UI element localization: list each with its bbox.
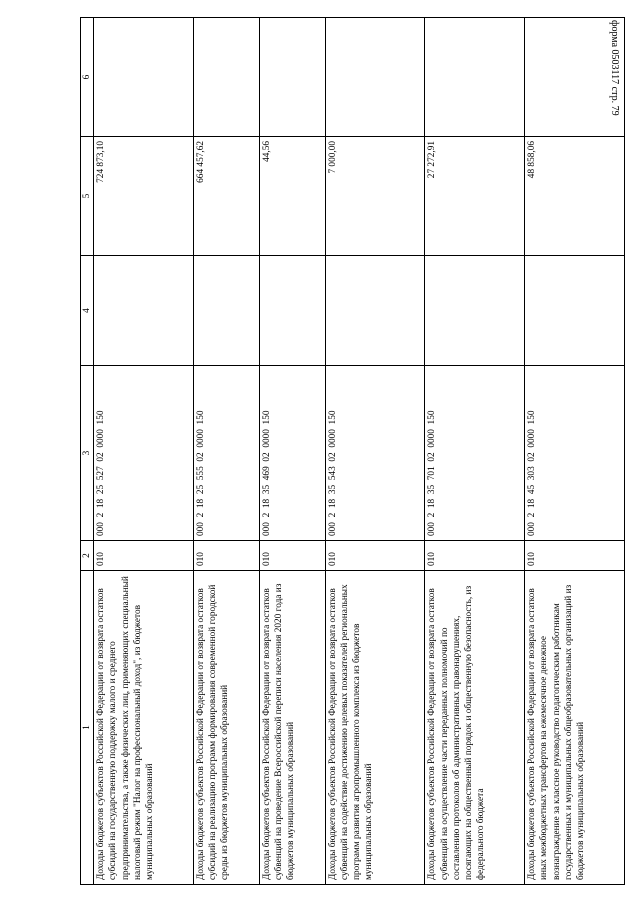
- approved-cell: [194, 256, 260, 366]
- remaining-cell: [259, 18, 325, 137]
- line-code-cell: 010: [94, 541, 194, 571]
- remaining-cell: [525, 18, 625, 137]
- table-row: [259, 18, 325, 885]
- budget-code-cell: 000 2 18 35 543 02 0000 150: [325, 366, 425, 541]
- approved-cell: [94, 256, 194, 366]
- table-row: [425, 18, 525, 885]
- revenue-name-cell: Доходы бюджетов субъектов Российской Федерации от возврата остатков субвенций на осуществление части переданных полномочий по составлению протоколов об административных правонарушениях, посягающих на общественный порядок и общественную безопасность, из федерального бюджета: [425, 571, 525, 885]
- column-number-row: [81, 18, 94, 885]
- table-row: [325, 18, 425, 885]
- approved-cell: [425, 256, 525, 366]
- approved-cell: [525, 256, 625, 366]
- remaining-cell: [94, 18, 194, 137]
- budget-code-cell: 000 2 18 35 469 02 0000 150: [259, 366, 325, 541]
- remaining-cell: [425, 18, 525, 137]
- executed-cell: 724 873,10: [94, 137, 194, 256]
- executed-cell: 44,56: [259, 137, 325, 256]
- executed-cell: 48 858,06: [525, 137, 625, 256]
- table-row: [525, 18, 625, 885]
- approved-cell: [259, 256, 325, 366]
- column-number: 2: [81, 541, 94, 571]
- line-code-cell: 010: [525, 541, 625, 571]
- rotated-page: [80, 18, 625, 885]
- table-row: [194, 18, 260, 885]
- revenue-name-cell: Доходы бюджетов субъектов Российской Федерации от возврата остатков субсидий на реализацию программ формирования современной городской среды из бюджетов муниципальных образований: [194, 571, 260, 885]
- column-number: 1: [81, 571, 94, 885]
- table-row: [94, 18, 194, 885]
- column-number: 6: [81, 18, 94, 137]
- executed-cell: 664 457,62: [194, 137, 260, 256]
- budget-code-cell: 000 2 18 45 303 02 0000 150: [525, 366, 625, 541]
- executed-cell: 7 000,00: [325, 137, 425, 256]
- line-code-cell: 010: [325, 541, 425, 571]
- revenue-table: [80, 17, 625, 885]
- remaining-cell: [194, 18, 260, 137]
- column-number: 3: [81, 366, 94, 541]
- executed-cell: 27 272,91: [425, 137, 525, 256]
- line-code-cell: 010: [259, 541, 325, 571]
- remaining-cell: [325, 18, 425, 137]
- revenue-name-cell: Доходы бюджетов субъектов Российской Федерации от возврата остатков иных межбюджетных трансфертов на ежемесячное денежное вознаграждение за классное руководство педагогическим работникам государственных и муниципальных общеобразовательных организаций из бюджетов муниципальных образований: [525, 571, 625, 885]
- column-number: 5: [81, 137, 94, 256]
- form-label: форма 0503117 стр. 79: [609, 20, 620, 116]
- budget-code-cell: 000 2 18 25 527 02 0000 150: [94, 366, 194, 541]
- line-code-cell: 010: [425, 541, 525, 571]
- revenue-name-cell: Доходы бюджетов субъектов Российской Федерации от возврата остатков субвенций на содействие достижению целевых показателей региональных программ развития агропромышленного комплекса из бюджетов муниципальных образований: [325, 571, 425, 885]
- revenue-name-cell: Доходы бюджетов субъектов Российской Федерации от возврата остатков субсидий на государственную поддержку малого и среднего предпринимательства, а также физических лиц, применяющих специальный налоговый режим "Налог на профессиональный доход", из бюджетов муниципальных образований: [94, 571, 194, 885]
- column-number: 4: [81, 256, 94, 366]
- line-code-cell: 010: [194, 541, 260, 571]
- budget-code-cell: 000 2 18 25 555 02 0000 150: [194, 366, 260, 541]
- approved-cell: [325, 256, 425, 366]
- budget-code-cell: 000 2 18 35 701 02 0000 150: [425, 366, 525, 541]
- revenue-name-cell: Доходы бюджетов субъектов Российской Федерации от возврата остатков субвенций на проведение Всероссийской переписи населения 2020 года из бюджетов муниципальных образований: [259, 571, 325, 885]
